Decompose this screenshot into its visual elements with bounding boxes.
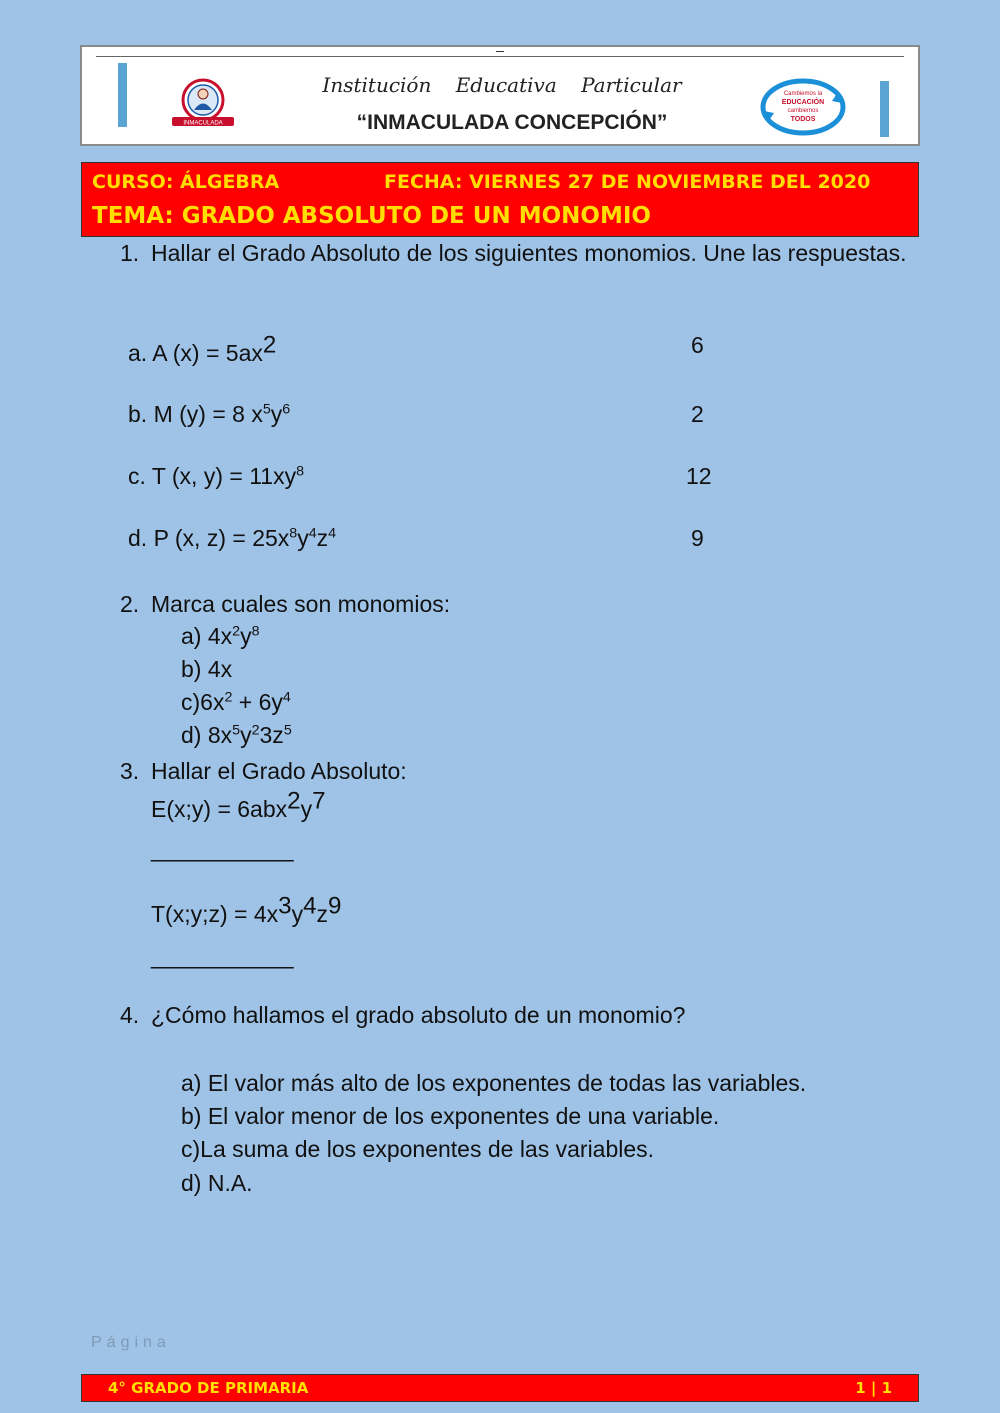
q3-number: 3. [120, 758, 140, 784]
campaign-line-3: cambiemos [787, 108, 819, 114]
q3-expr-e-exp2: 7 [312, 787, 326, 815]
q1-answer-a[interactable]: 6 [691, 332, 704, 358]
q2-option-c[interactable] [181, 687, 291, 718]
page-label: Página [91, 1334, 171, 1351]
school-crest-logo [168, 77, 238, 129]
institution-type-text: Institución Educativa Particular [322, 73, 682, 97]
footer-bar [81, 1374, 919, 1402]
course-label: CURSO: ÁLGEBRA [92, 171, 280, 193]
q1-item-c [128, 461, 304, 492]
q3-expression-e [151, 787, 326, 825]
q1-item-c-exp: 8 [296, 463, 305, 480]
q3-expr-t-var2: y [291, 901, 304, 927]
q1-item-a-exp: 2 [262, 331, 277, 359]
q3-answer-blank-1[interactable]: ____________ [151, 836, 293, 862]
header-rule [96, 56, 904, 57]
q1-item-d-var3: z [316, 525, 329, 551]
q3-text: Hallar el Grado Absoluto: [151, 758, 407, 784]
q1-text: Hallar el Grado Absoluto de los siguientes monomios. Une las respuestas. [151, 240, 907, 266]
q1-answer-c[interactable]: 12 [686, 463, 712, 489]
q3-expr-e-var: y [300, 796, 313, 822]
q3-expression-t [151, 892, 342, 930]
q2-option-d-var2: y [240, 722, 252, 748]
q4-option-d[interactable]: d) N.A. [181, 1170, 253, 1196]
q1-item-a [128, 331, 277, 369]
q3-expr-t-exp3: 9 [328, 892, 342, 920]
q4-option-b[interactable]: b) El valor menor de los exponentes de una variable. [181, 1103, 720, 1129]
q1-item-d-exp1: 8 [289, 525, 298, 542]
q2-option-b-text: b) 4x [181, 656, 233, 682]
q3-expr-t-base: T(x;y;z) = 4x [151, 901, 279, 927]
q1-item-a-label: a. A (x) = 5ax [128, 340, 263, 366]
course-info-box [81, 162, 919, 237]
campaign-line-4: TODOS [790, 116, 816, 123]
q1-item-b-var: y [270, 401, 283, 427]
topic-title: TEMA: GRADO ABSOLUTO DE UN MONOMIO [92, 203, 651, 229]
q1-item-d-var2: y [297, 525, 309, 551]
education-campaign-logo [760, 77, 846, 137]
q2-text: Marca cuales son monomios: [151, 591, 451, 617]
campaign-line-1: Cambiemos la [783, 91, 823, 97]
q2-option-c-exp2: 4 [282, 689, 291, 706]
q2-option-d[interactable] [181, 720, 292, 751]
q4-option-c[interactable]: c)La suma de los exponentes de las variables. [181, 1136, 655, 1162]
q2-option-d-exp2: 2 [251, 722, 260, 739]
q1-item-d [128, 523, 336, 554]
q1-item-b [128, 399, 290, 430]
q3-expr-e-base: E(x;y) = 6abx [151, 796, 288, 822]
q1-answer-d[interactable]: 9 [691, 525, 704, 551]
q1-item-b-exp2: 6 [282, 401, 291, 418]
q1-item-d-exp3: 4 [328, 525, 337, 542]
q1-item-b-exp1: 5 [262, 401, 271, 418]
q3-expr-t-exp2: 4 [303, 892, 317, 920]
q1-item-c-label: c. T (x, y) = 11xy [128, 463, 297, 489]
q4-option-a[interactable]: a) El valor más alto de los exponentes de todas las variables. [181, 1070, 807, 1096]
school-header-banner [80, 45, 920, 146]
q3-expr-e-exp1: 2 [287, 787, 301, 815]
institution-name-text: “INMACULADA CONCEPCIÓN” [356, 111, 668, 134]
q2-option-d-text: d) 8x [181, 722, 233, 748]
date-label: FECHA: VIERNES 27 DE NOVIEMBRE DEL 2020 [384, 171, 871, 193]
q2-option-d-exp1: 5 [232, 722, 241, 739]
q2-option-c-mid: + 6y [232, 689, 283, 715]
q3-answer-blank-2[interactable]: ____________ [151, 943, 293, 969]
grade-label: 4° GRADO DE PRIMARIA [108, 1379, 309, 1397]
q1-answer-b[interactable]: 2 [691, 401, 704, 427]
page-number: 1 | 1 [855, 1379, 892, 1397]
q2-option-d-exp3: 5 [283, 722, 292, 739]
right-accent-bar [880, 81, 889, 137]
q3-expr-t-exp1: 3 [278, 892, 292, 920]
q2-option-a-exp1: 2 [232, 623, 241, 640]
q3-expr-t-var3: z [316, 901, 329, 927]
q4-number: 4. [120, 1002, 140, 1028]
q1-item-b-label: b. M (y) = 8 x [128, 401, 263, 427]
q2-option-a[interactable] [181, 621, 260, 652]
q2-option-c-exp1: 2 [224, 689, 233, 706]
q1-number: 1. [120, 240, 140, 266]
q1-item-d-exp2: 4 [308, 525, 317, 542]
q1-item-d-label: d. P (x, z) = 25x [128, 525, 290, 551]
q2-number: 2. [120, 591, 140, 617]
crest-label: INMACULADA [183, 120, 223, 127]
q2-option-b[interactable] [181, 654, 232, 685]
header-tick [496, 51, 504, 52]
q2-option-a-text: a) 4x [181, 623, 233, 649]
q2-option-a-var: y [240, 623, 252, 649]
q2-option-d-var3: 3z [259, 722, 284, 748]
q2-option-c-text: c)6x [181, 689, 225, 715]
campaign-line-2: EDUCACIÓN [781, 99, 825, 106]
q4-text: ¿Cómo hallamos el grado absoluto de un monomio? [151, 1002, 686, 1028]
q2-option-a-exp2: 8 [251, 623, 260, 640]
left-accent-bar [118, 63, 127, 127]
